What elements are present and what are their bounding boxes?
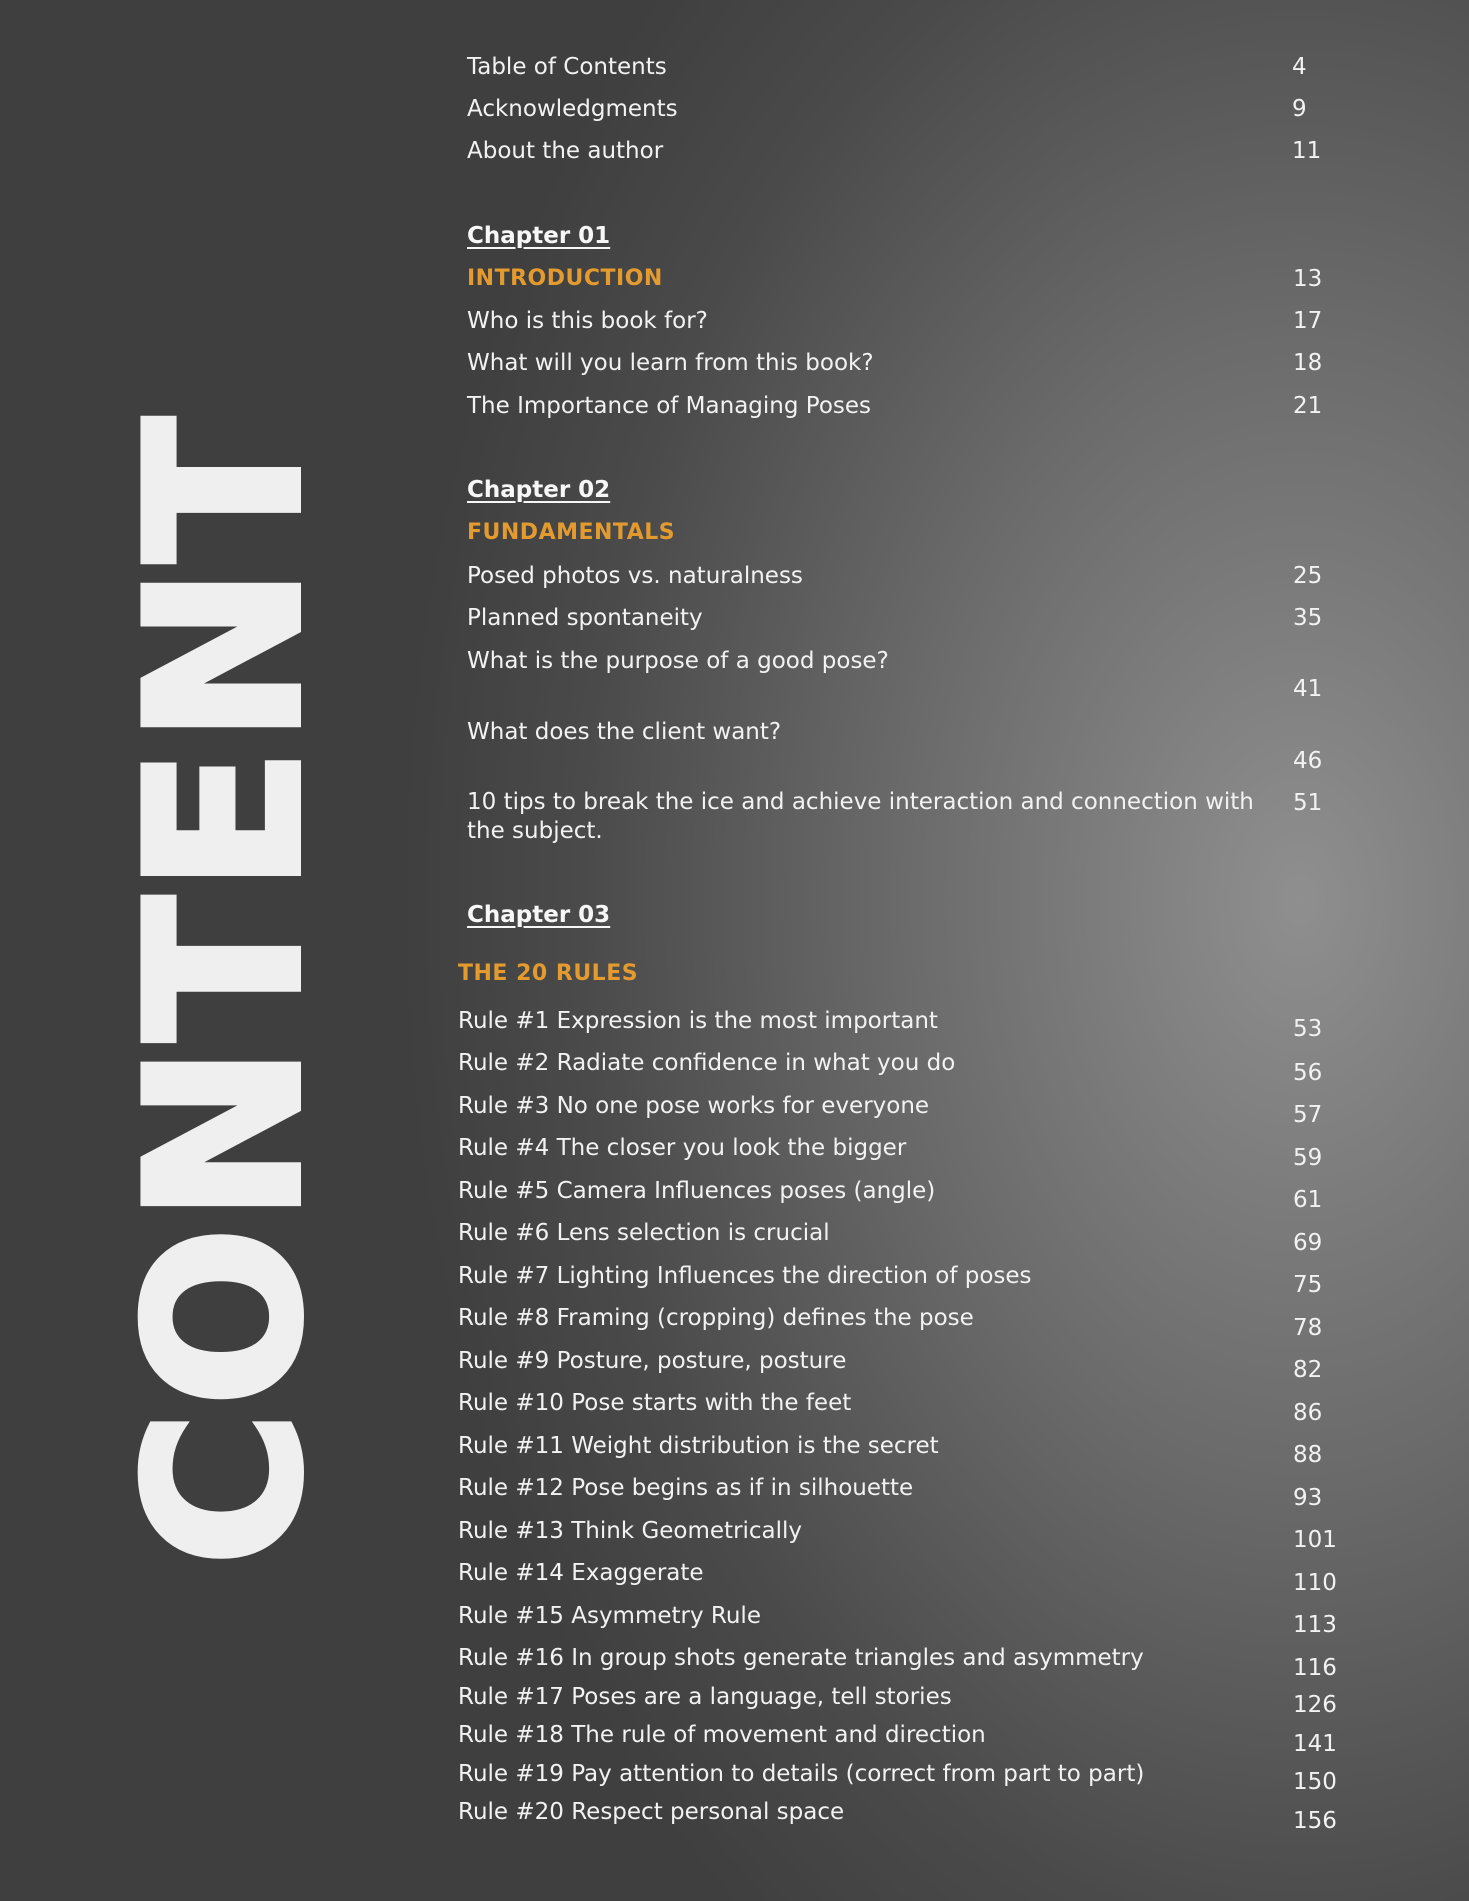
rule-entry-page: 156 [1293, 1808, 1337, 1834]
toc-entry-page: 41 [1293, 676, 1323, 702]
chapter-02-heading[interactable]: Chapter 02 [467, 477, 611, 503]
toc-entry[interactable] [467, 136, 1327, 168]
rule-entry-page: 86 [1293, 1400, 1323, 1426]
rule-entry-label[interactable]: Rule #5 Camera Influences poses (angle) [458, 1178, 936, 1204]
toc-entry[interactable] [467, 603, 1327, 635]
rule-entry-label[interactable]: Rule #8 Framing (cropping) defines the pose [458, 1305, 974, 1331]
rule-entry-page: 61 [1293, 1187, 1323, 1213]
toc-entry[interactable] [467, 646, 1327, 706]
rule-entry-page: 113 [1293, 1612, 1337, 1638]
rule-entry-label[interactable]: Rule #3 No one pose works for everyone [458, 1093, 930, 1119]
toc-entry-label: Posed photos vs. naturalness [467, 563, 803, 589]
rule-entry-page: 88 [1293, 1442, 1323, 1468]
rule-entry-label[interactable]: Rule #16 In group shots generate triangles and asymmetry [458, 1645, 1144, 1671]
rule-entry-page: 59 [1293, 1145, 1323, 1171]
rule-entry-label[interactable]: Rule #17 Poses are a language, tell stories [458, 1684, 952, 1710]
rule-entry-label[interactable]: Rule #2 Radiate confidence in what you do [458, 1050, 956, 1076]
rule-entry-page: 75 [1293, 1272, 1323, 1298]
rule-entry-page: 101 [1293, 1527, 1337, 1553]
toc-entry[interactable] [467, 561, 1327, 593]
toc-entry-label: Table of Contents [467, 54, 667, 80]
rule-entry-label[interactable]: Rule #4 The closer you look the bigger [458, 1135, 907, 1161]
toc-entry-page: 13 [1293, 266, 1323, 292]
toc-entry-label: Who is this book for? [467, 308, 708, 334]
toc-entry[interactable] [467, 788, 1327, 848]
rule-entry-page: 69 [1293, 1230, 1323, 1256]
section-label: INTRODUCTION [467, 266, 663, 291]
toc-entry-label: About the author [467, 138, 664, 164]
rule-entry-label[interactable]: Rule #10 Pose starts with the feet [458, 1390, 852, 1416]
toc-entry[interactable] [467, 391, 1327, 423]
toc-entry-label: What will you learn from this book? [467, 350, 874, 376]
rule-entry-page: 141 [1293, 1731, 1337, 1757]
rule-entry-page: 110 [1293, 1570, 1337, 1596]
rule-entry-page: 82 [1293, 1357, 1323, 1383]
section-fundamentals[interactable]: FUNDAMENTALS [467, 520, 676, 545]
content-heading: CONTENT [101, 413, 348, 1567]
chapter-03-heading[interactable]: Chapter 03 [467, 902, 611, 928]
section-introduction[interactable] [467, 264, 1327, 296]
toc-entry-label: 10 tips to break the ice and achieve interaction and connection with the subject. [467, 789, 1254, 844]
rule-entry-label[interactable]: Rule #1 Expression is the most important [458, 1008, 938, 1034]
rule-entry-label[interactable]: Rule #9 Posture, posture, posture [458, 1348, 847, 1374]
section-the-20-rules[interactable]: THE 20 RULES [458, 961, 639, 986]
toc-entry-label: What is the purpose of a good pose? [467, 648, 889, 674]
rule-entry-label[interactable]: Rule #6 Lens selection is crucial [458, 1220, 830, 1246]
rule-entry-page: 53 [1293, 1016, 1323, 1042]
toc-entry[interactable] [467, 306, 1327, 338]
toc-entry-page: 46 [1293, 748, 1323, 774]
rule-entry-page: 93 [1293, 1485, 1323, 1511]
toc-entry-page: 51 [1293, 790, 1323, 816]
rule-entry-page: 126 [1293, 1692, 1337, 1718]
rule-entry-label[interactable]: Rule #13 Think Geometrically [458, 1518, 803, 1544]
toc-entry-page: 25 [1293, 563, 1323, 589]
rule-entry-page: 116 [1293, 1655, 1337, 1681]
toc-entry-page: 18 [1293, 350, 1323, 376]
toc-entry-label: The Importance of Managing Poses [467, 393, 872, 419]
toc-entry[interactable] [467, 348, 1327, 380]
rule-entry-page: 57 [1293, 1102, 1323, 1128]
toc-entry[interactable] [467, 52, 1327, 84]
toc-entry[interactable] [467, 717, 1327, 777]
rule-entry-label[interactable]: Rule #12 Pose begins as if in silhouette [458, 1475, 914, 1501]
toc-entry[interactable] [467, 94, 1327, 126]
rule-entry-label[interactable]: Rule #7 Lighting Influences the direction of poses [458, 1263, 1032, 1289]
toc-entry-page: 21 [1293, 393, 1323, 419]
rule-entry-page: 56 [1293, 1060, 1323, 1086]
toc-entry-page: 4 [1292, 54, 1307, 80]
rule-entry-label[interactable]: Rule #15 Asymmetry Rule [458, 1603, 761, 1629]
rule-entry-page: 150 [1293, 1769, 1337, 1795]
rule-entry-page: 78 [1293, 1315, 1323, 1341]
toc-entry-label: Planned spontaneity [467, 605, 703, 631]
toc-entry-page: 35 [1293, 605, 1323, 631]
toc-entry-page: 11 [1292, 138, 1322, 164]
rule-entry-label[interactable]: Rule #18 The rule of movement and direction [458, 1722, 986, 1748]
rule-entry-label[interactable]: Rule #11 Weight distribution is the secret [458, 1433, 939, 1459]
toc-entry-page: 17 [1293, 308, 1323, 334]
rule-entry-label[interactable]: Rule #20 Respect personal space [458, 1799, 845, 1825]
toc-entry-page: 9 [1292, 96, 1307, 122]
rule-entry-label[interactable]: Rule #14 Exaggerate [458, 1560, 704, 1586]
chapter-01-heading[interactable]: Chapter 01 [467, 223, 611, 249]
toc-entry-label: What does the client want? [467, 719, 782, 745]
toc-entry-label: Acknowledgments [467, 96, 678, 122]
rule-entry-label[interactable]: Rule #19 Pay attention to details (correct from part to part) [458, 1761, 1145, 1787]
